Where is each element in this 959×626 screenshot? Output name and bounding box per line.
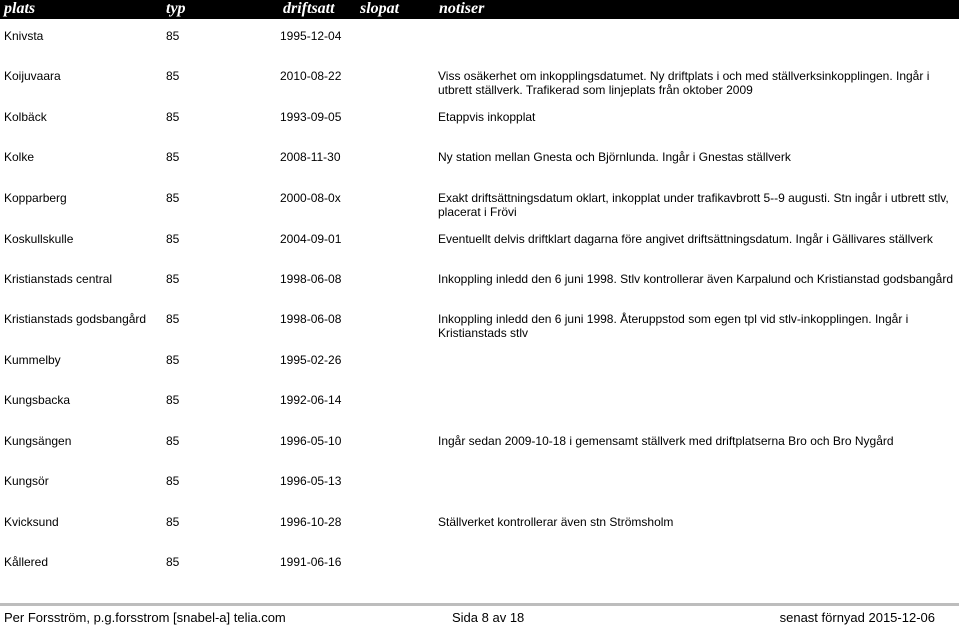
- cell-typ: 85: [166, 29, 180, 43]
- footer-page-number: Sida 8 av 18: [452, 610, 525, 625]
- cell-notiser: Viss osäkerhet om inkopplingsdatumet. Ny driftplats i och med ställverksinkopplingen. Ingår i utbrett ställverk. Trafikerad som linjeplats från oktober 2009: [438, 69, 930, 97]
- cell-typ: 85: [166, 232, 180, 246]
- header-driftsatt: driftsatt: [283, 0, 335, 17]
- cell-plats: Kummelby: [4, 353, 61, 367]
- cell-typ: 85: [166, 191, 180, 205]
- cell-typ: 85: [166, 272, 180, 286]
- cell-notiser: Etappvis inkopplat: [438, 110, 536, 124]
- cell-typ: 85: [166, 69, 180, 83]
- cell-plats: Koskullskulle: [4, 232, 74, 246]
- cell-plats: Kungsängen: [4, 434, 72, 448]
- cell-notiser: Ingår sedan 2009-10-18 i gemensamt ställverk med driftplatserna Bro och Bro Nygård: [438, 434, 894, 448]
- cell-typ: 85: [166, 555, 180, 569]
- table-row: [0, 464, 959, 504]
- cell-driftsatt: 2008-11-30: [280, 150, 341, 164]
- table-row: [0, 19, 959, 59]
- cell-driftsatt: 1996-05-13: [280, 474, 342, 488]
- cell-notiser: Ställverket kontrollerar även stn Strömsholm: [438, 515, 674, 529]
- table-header: [0, 0, 959, 19]
- header-typ: typ: [166, 0, 186, 17]
- cell-typ: 85: [166, 312, 180, 326]
- cell-driftsatt: 1995-02-26: [280, 353, 342, 367]
- station-table: [0, 19, 959, 589]
- cell-driftsatt: 2000-08-0x: [280, 191, 341, 205]
- cell-driftsatt: 1995-12-04: [280, 29, 342, 43]
- cell-plats: Kungsör: [4, 474, 49, 488]
- cell-plats: Kungsbacka: [4, 393, 71, 407]
- cell-notiser: Inkoppling inledd den 6 juni 1998. Återuppstod som egen tpl vid stlv-inkopplingen. Ingår i Kristianstads stlv: [438, 312, 909, 340]
- cell-plats: Kopparberg: [4, 191, 67, 205]
- cell-driftsatt: 1996-10-28: [280, 515, 342, 529]
- table-row: [0, 140, 959, 180]
- cell-driftsatt: 2010-08-22: [280, 69, 342, 83]
- header-notiser: notiser: [439, 0, 485, 17]
- table-row: [0, 383, 959, 423]
- table-row: [0, 262, 959, 302]
- table-row: [0, 424, 959, 464]
- cell-typ: 85: [166, 434, 180, 448]
- table-row: [0, 100, 959, 140]
- cell-plats: Kolbäck: [4, 110, 47, 124]
- table-row: [0, 302, 959, 342]
- table-row: [0, 181, 959, 221]
- cell-notiser: Ny station mellan Gnesta och Björnlunda. Ingår i Gnestas ställverk: [438, 150, 791, 164]
- table-row: [0, 545, 959, 585]
- cell-plats: Kolke: [4, 150, 35, 164]
- table-row: [0, 222, 959, 262]
- cell-notiser: Eventuellt delvis driftklart dagarna före angivet driftsättningsdatum. Ingår i Gällivares ställverk: [438, 232, 933, 246]
- cell-plats: Kållered: [4, 555, 49, 569]
- cell-plats: Knivsta: [4, 29, 44, 43]
- table-row: [0, 59, 959, 99]
- header-slopat: slopat: [360, 0, 400, 17]
- cell-typ: 85: [166, 393, 180, 407]
- cell-plats: Kristianstads central: [4, 272, 113, 286]
- cell-typ: 85: [166, 474, 180, 488]
- cell-driftsatt: 1993-09-05: [280, 110, 342, 124]
- cell-plats: Koijuvaara: [4, 69, 61, 83]
- cell-driftsatt: 1996-05-10: [280, 434, 342, 448]
- cell-plats: Kvicksund: [4, 515, 59, 529]
- cell-driftsatt: 1998-06-08: [280, 272, 342, 286]
- cell-notiser: Exakt driftsättningsdatum oklart, inkopplat under trafikavbrott 5--9 augusti. Stn ingår i utbrett stlv, placerat i Frövi: [438, 191, 949, 219]
- cell-driftsatt: 1992-06-14: [280, 393, 342, 407]
- cell-typ: 85: [166, 515, 180, 529]
- cell-driftsatt: 2004-09-01: [280, 232, 342, 246]
- page-footer: [0, 606, 959, 626]
- cell-typ: 85: [166, 110, 180, 124]
- cell-typ: 85: [166, 353, 180, 367]
- table-row: [0, 505, 959, 545]
- table-row: [0, 343, 959, 383]
- cell-notiser: Inkoppling inledd den 6 juni 1998. Stlv kontrollerar även Karpalund och Kristianstad godsbangård: [438, 272, 954, 286]
- footer-author: Per Forsström, p.g.forsstrom [snabel-a] telia.com: [4, 610, 286, 625]
- cell-plats: Kristianstads godsbangård: [4, 312, 147, 326]
- footer-updated: senast förnyad 2015-12-06: [779, 610, 935, 625]
- cell-typ: 85: [166, 150, 180, 164]
- cell-driftsatt: 1991-06-16: [280, 555, 342, 569]
- cell-driftsatt: 1998-06-08: [280, 312, 342, 326]
- header-plats: plats: [4, 0, 36, 17]
